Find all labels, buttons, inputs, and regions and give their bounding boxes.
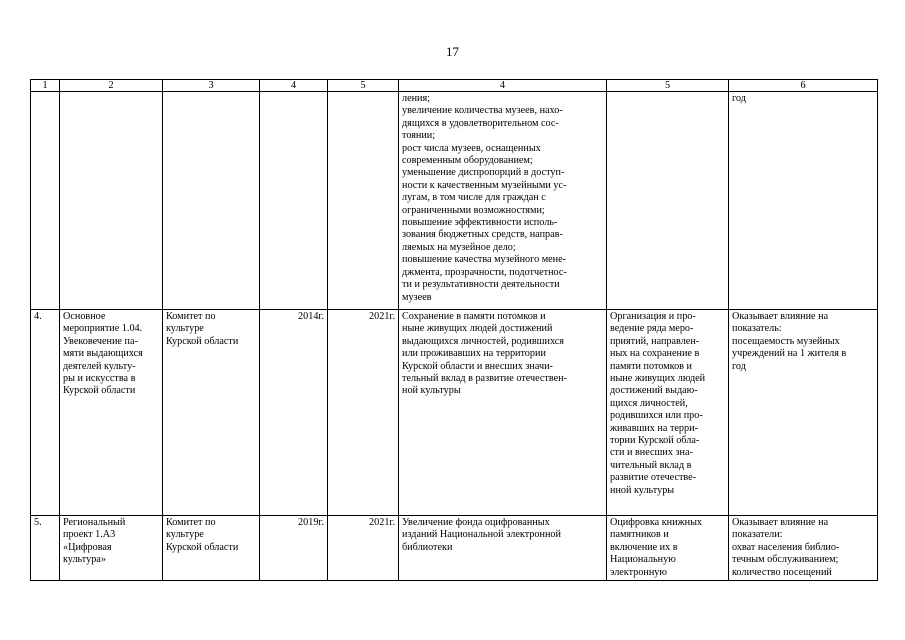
- executor: Комитет по культуре Курской области: [163, 310, 260, 516]
- expected-result: Увеличение фонда оцифрованных изданий Национальной электронной библиотеки: [399, 516, 607, 581]
- table-row: [31, 92, 878, 310]
- header-cell: 4: [399, 80, 607, 92]
- end-year: 2021г.: [328, 516, 399, 581]
- row-number: 5.: [31, 516, 60, 581]
- program-table: [30, 79, 878, 581]
- header-cell: 2: [60, 80, 163, 92]
- header-row: [31, 80, 878, 92]
- main-content: Организация и про- ведение ряда меро- приятий, направлен- ных на сохранение в памяти потомков и ныне живущих людей достижений выдаю- щихся личностей, родившихся или про- живавших на терри- тории Курской обла- сти и внесших зна- чительный вклад в развитие отечестве- нной культуры: [607, 310, 729, 516]
- row-number: [31, 92, 60, 310]
- executor: [163, 92, 260, 310]
- header-cell: 3: [163, 80, 260, 92]
- row-number: 4.: [31, 310, 60, 516]
- end-year: 2021г.: [328, 310, 399, 516]
- header-cell: 4: [260, 80, 328, 92]
- expected-result: ления; увеличение количества музеев, нахо- дящихся в удовлетворительном сос- тоянии; рост числа музеев, оснащенных современным оборудованием; уменьшение диспропорций в доступ- ности к качественным музейными ус- лугам, в том числе для граждан с ограниченными возможностями; повышение эффективности исполь- зования бюджетных средств, направ- ляемых на музейное дело; повышение качества музейного мене- джмента, прозрачности, подотчетнос- ти и результативности деятельности музеев: [399, 92, 607, 310]
- header-cell: 5: [607, 80, 729, 92]
- measure-name: [60, 92, 163, 310]
- page-number: 17: [446, 44, 459, 59]
- header-cell: 6: [729, 80, 878, 92]
- measure-name: Региональный проект 1.А3 «Цифровая культура»: [60, 516, 163, 581]
- main-content: Оцифровка книжных памятников и включение их в Национальную электронную: [607, 516, 729, 581]
- end-year: [328, 92, 399, 310]
- main-content: [607, 92, 729, 310]
- start-year: [260, 92, 328, 310]
- executor: Комитет по культуре Курской области: [163, 516, 260, 581]
- header-cell: 5: [328, 80, 399, 92]
- header-cell: 1: [31, 80, 60, 92]
- table-row: [31, 516, 878, 581]
- expected-result: Сохранение в памяти потомков и ныне живущих людей достижений выдающихся личностей, родившихся или проживавших на территории Курской области и внесших значи- тельный вклад в развитие отечествен- ной культуры: [399, 310, 607, 516]
- table-row: [31, 310, 878, 516]
- indicator-link: год: [729, 92, 878, 310]
- start-year: 2014г.: [260, 310, 328, 516]
- start-year: 2019г.: [260, 516, 328, 581]
- measure-name: Основное мероприятие 1.04. Увековечение па- мяти выдающихся деятелей культу- ры и искусства в Курской области: [60, 310, 163, 516]
- indicator-link: Оказывает влияние на показатель: посещаемость музейных учреждений на 1 жителя в год: [729, 310, 878, 516]
- indicator-link: Оказывает влияние на показатели: охват населения библио- течным обслуживанием; количество посещений: [729, 516, 878, 581]
